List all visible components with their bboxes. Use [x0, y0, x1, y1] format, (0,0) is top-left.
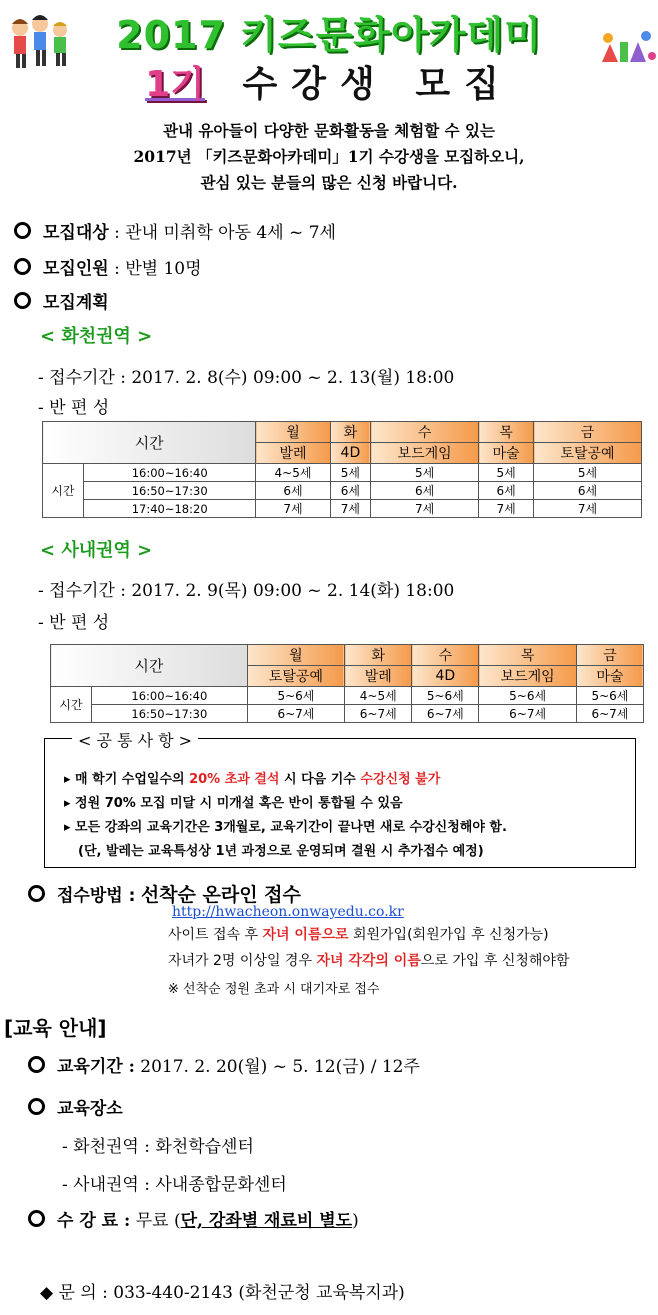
subject-cell: 보드게임: [479, 666, 577, 687]
age-cell: 5세: [479, 464, 534, 482]
age-cell: 4~5세: [345, 687, 412, 705]
sanae-composition: - 반 편 성: [38, 613, 110, 633]
circle-bullet-icon: [14, 222, 31, 239]
count-value: : 반별 10명: [114, 259, 202, 279]
sub-title: [0, 56, 658, 107]
time-cell: 16:00~16:40: [92, 687, 248, 705]
edu-fee-value: 무료 (: [135, 1211, 181, 1231]
time-cell: 16:50~17:30: [84, 482, 256, 500]
time-header: 시간: [43, 422, 256, 464]
hwacheon-region-title: < 화천권역 >: [40, 326, 153, 347]
apply-line-1: [168, 924, 549, 944]
edu-period-value: 2017. 2. 20(월) ~ 5. 12(금) / 12주: [140, 1057, 420, 1077]
age-cell: 7세: [256, 500, 330, 518]
note-4: (단, 발레는 교육특성상 1년 과정으로 운영되며 결원 시 추가접수 예정): [78, 844, 484, 859]
apply-url-link[interactable]: http://hwacheon.onwayedu.co.kr: [172, 904, 404, 920]
age-cell: 6세: [256, 482, 330, 500]
apply-line-2-text-2: 으로 가입 후 신청해야함: [420, 953, 570, 969]
day-header: 월: [256, 422, 330, 443]
table-row: [51, 705, 644, 723]
intro-line-3: 관심 있는 분들의 많은 신청 바랍니다.: [200, 173, 458, 192]
subject-cell: 발레: [345, 666, 412, 687]
subject-cell: 4D: [330, 443, 371, 464]
age-cell: 7세: [479, 500, 534, 518]
subject-cell: 보드게임: [371, 443, 479, 464]
apply-value: 선착순 온라인 접수: [140, 884, 301, 906]
count-label: 모집인원: [43, 259, 109, 279]
apply-label: 접수방법 :: [57, 886, 136, 906]
main-title: 2017 키즈문화아카데미: [116, 13, 542, 57]
age-cell: 6세: [534, 482, 642, 500]
subject-cell: 토탈공예: [247, 666, 345, 687]
edu-place-label: 교육장소: [57, 1099, 123, 1119]
circle-bullet-icon: [28, 1210, 45, 1227]
hwacheon-composition: - 반 편 성: [38, 398, 110, 418]
note-1-text-2: 시 다음 기수: [279, 772, 361, 787]
hwacheon-period: - 접수기간 : 2017. 2. 8(수) 09:00 ~ 2. 13(월) 18:00: [38, 368, 455, 388]
note-2: ▸ 정원 70% 모집 미달 시 미개설 혹은 반이 통합될 수 있음: [64, 796, 403, 811]
age-cell: 7세: [371, 500, 479, 518]
time-cell: 16:50~17:30: [92, 705, 248, 723]
table-row: [43, 464, 642, 482]
note-1: [64, 768, 440, 787]
contact-row: [40, 1278, 405, 1303]
day-header: 수: [371, 422, 479, 443]
apply-line-1-highlight: 자녀 이름으로: [262, 927, 349, 943]
note-1-highlight-2: 수강신청 불가: [360, 772, 441, 787]
contact-value: 033-440-2143 (화천군청 교육복지과): [113, 1283, 405, 1303]
edu-place-2: - 사내권역 : 사내종합문화센터: [62, 1175, 287, 1195]
row-label: 시간: [51, 687, 92, 723]
age-cell: 6세: [479, 482, 534, 500]
age-cell: 6~7세: [345, 705, 412, 723]
age-cell: 4~5세: [256, 464, 330, 482]
subject-cell: 마술: [479, 443, 534, 464]
sanae-schedule-table: [50, 644, 644, 723]
note-1-text: ▸ 매 학기 수업일수의: [64, 772, 190, 787]
circle-bullet-icon: [28, 885, 45, 902]
age-cell: 5~6세: [412, 687, 479, 705]
age-cell: 5세: [534, 464, 642, 482]
apply-line-3: ※ 선착순 정원 초과 시 대기자로 접수: [168, 982, 380, 997]
day-header: 월: [247, 645, 345, 666]
age-cell: 6~7세: [247, 705, 345, 723]
apply-line-1-text-2: 회원가입(회원가입 후 신청가능): [348, 927, 549, 943]
intro-text: [0, 118, 658, 196]
day-header: 금: [534, 422, 642, 443]
hwacheon-schedule-table: [42, 421, 642, 518]
time-header: 시간: [51, 645, 248, 687]
apply-row: [28, 880, 301, 907]
circle-bullet-icon: [28, 1056, 45, 1073]
edu-period-row: [28, 1052, 420, 1077]
day-header: 화: [330, 422, 371, 443]
note-1-highlight: 20% 초과 결석: [189, 772, 280, 787]
row-label: 시간: [43, 464, 84, 518]
apply-line-2-highlight: 자녀 각각의 이름: [316, 953, 421, 969]
apply-line-1-text: 사이트 접속 후: [168, 927, 263, 943]
age-cell: 5세: [371, 464, 479, 482]
target-value: : 관내 미취학 아동 4세 ~ 7세: [114, 223, 336, 243]
age-cell: 6세: [330, 482, 371, 500]
apply-line-2-text: 자녀가 2명 이상일 경우: [168, 953, 317, 969]
common-notes-title: < 공 통 사 항 >: [72, 728, 198, 751]
edu-heading: [교육 안내]: [4, 1016, 107, 1040]
circle-bullet-icon: [14, 258, 31, 275]
table-row: [43, 500, 642, 518]
apply-line-2: [168, 950, 569, 970]
edu-period-label: 교육기간 :: [57, 1057, 135, 1077]
age-cell: 5~6세: [576, 687, 643, 705]
subject-cell: 마술: [576, 666, 643, 687]
edu-fee-note: 단, 강좌별 재료비 별도: [180, 1211, 353, 1231]
day-header: 수: [412, 645, 479, 666]
age-cell: 6세: [371, 482, 479, 500]
age-cell: 5~6세: [247, 687, 345, 705]
contact-label: ◆ 문 의 :: [40, 1283, 108, 1303]
intro-line-2: 2017년 「키즈문화아카데미」1기 수강생을 모집하오니,: [133, 147, 525, 166]
day-header: 화: [345, 645, 412, 666]
intro-line-1: 관내 유아들이 다양한 문화활동을 체험할 수 있는: [163, 121, 495, 140]
note-3: ▸ 모든 강좌의 교육기간은 3개월로, 교육기간이 끝나면 새로 수강신청해야 함.: [64, 820, 507, 835]
term-label: 1기: [145, 64, 205, 105]
edu-fee-row: [28, 1206, 359, 1231]
subject-cell: 발레: [256, 443, 330, 464]
age-cell: 6~7세: [412, 705, 479, 723]
subject-cell: 토탈공예: [534, 443, 642, 464]
age-cell: 6~7세: [479, 705, 577, 723]
age-cell: 5세: [330, 464, 371, 482]
table-row: [51, 687, 644, 705]
edu-place-row: [28, 1094, 123, 1119]
target-row: [14, 218, 336, 243]
age-cell: 6~7세: [576, 705, 643, 723]
day-header: 목: [479, 645, 577, 666]
count-row: [14, 254, 202, 279]
recruit-label: 수강생 모집: [242, 64, 513, 105]
time-cell: 16:00~16:40: [84, 464, 256, 482]
age-cell: 7세: [330, 500, 371, 518]
plan-label: 모집계획: [43, 293, 109, 313]
target-label: 모집대상: [43, 223, 109, 243]
edu-fee-close: ): [352, 1211, 359, 1231]
subject-cell: 4D: [412, 666, 479, 687]
plan-row: [14, 288, 109, 313]
sanae-region-title: < 사내권역 >: [40, 540, 153, 561]
sanae-period: - 접수기간 : 2017. 2. 9(목) 09:00 ~ 2. 14(화) 18:00: [38, 581, 455, 601]
circle-bullet-icon: [28, 1098, 45, 1115]
table-row: [43, 482, 642, 500]
day-header: 목: [479, 422, 534, 443]
edu-fee-label: 수 강 료 :: [57, 1211, 131, 1231]
circle-bullet-icon: [14, 292, 31, 309]
age-cell: 5~6세: [479, 687, 577, 705]
day-header: 금: [576, 645, 643, 666]
time-cell: 17:40~18:20: [84, 500, 256, 518]
age-cell: 7세: [534, 500, 642, 518]
edu-place-1: - 화천권역 : 화천학습센터: [62, 1137, 254, 1157]
